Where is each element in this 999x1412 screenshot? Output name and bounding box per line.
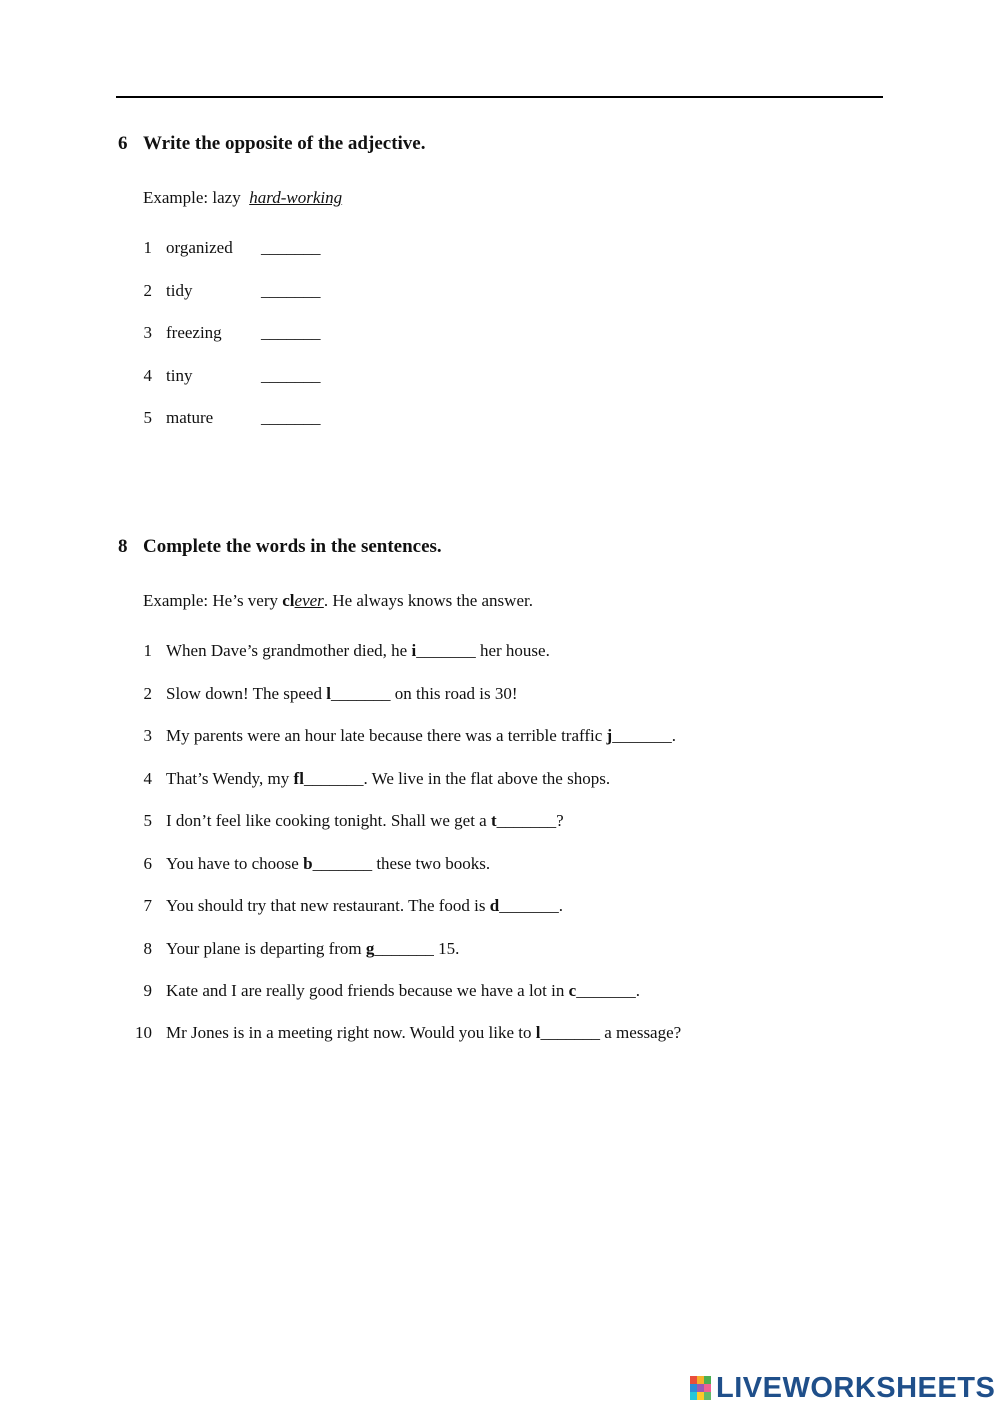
sentence-before: When Dave’s grandmother died, he <box>166 641 412 660</box>
item-number: 1 <box>143 238 152 257</box>
sentence <box>166 811 564 831</box>
sentence <box>166 769 610 789</box>
item-number: 5 <box>143 811 152 830</box>
item-number: 5 <box>143 408 152 427</box>
item-adjective: organized <box>166 238 233 257</box>
sentence-after: these two books. <box>372 854 491 873</box>
item-number: 6 <box>143 854 152 873</box>
sentence-item <box>0 981 999 1005</box>
section-8-example <box>143 591 533 611</box>
given-letters: g <box>365 939 375 958</box>
sentence-item <box>0 769 999 793</box>
answer-blank[interactable]: _______ <box>330 684 391 703</box>
example-answer: hard-working <box>249 188 343 207</box>
given-letters: l <box>535 1023 541 1042</box>
given-letters: b <box>303 854 313 873</box>
sentence-after: . <box>635 981 640 1000</box>
liveworksheets-logo <box>690 1373 995 1403</box>
sentence-item <box>0 726 999 750</box>
sentence-before: Slow down! The speed <box>166 684 327 703</box>
answer-blank[interactable]: _______ <box>261 366 321 385</box>
example-bold-letters: cl <box>282 591 295 610</box>
section-6-number: 6 <box>118 133 128 154</box>
logo-square <box>690 1392 697 1400</box>
answer-blank[interactable]: _______ <box>499 896 559 915</box>
sentence-item <box>0 641 999 665</box>
sentence-after: ? <box>556 811 564 830</box>
sentence-after: . <box>671 726 676 745</box>
list-item <box>0 323 999 347</box>
sentence-before: My parents were an hour late because there was a terrible traffic <box>166 726 607 745</box>
given-letters: j <box>606 726 613 745</box>
logo-square <box>697 1384 704 1392</box>
section-6-title: Write the opposite of the adjective. <box>143 133 426 154</box>
item-number: 4 <box>143 366 152 385</box>
logo-square <box>690 1376 697 1384</box>
item-adjective: freezing <box>166 323 222 342</box>
answer-blank[interactable]: _______ <box>303 769 364 788</box>
item-number: 7 <box>143 896 152 915</box>
sentence-item <box>0 684 999 708</box>
example-answer: ever <box>294 591 324 610</box>
answer-blank[interactable]: _______ <box>496 811 557 830</box>
logo-square <box>704 1384 711 1392</box>
answer-blank[interactable]: _______ <box>261 281 321 300</box>
given-letters: l <box>326 684 331 703</box>
liveworksheets-icon <box>690 1376 712 1400</box>
list-item <box>0 281 999 305</box>
logo-square <box>704 1376 711 1384</box>
given-letters: d <box>489 896 500 915</box>
sentence <box>166 896 563 916</box>
logo-square <box>690 1384 697 1392</box>
example-prefix: Example: He’s very <box>143 591 283 610</box>
sentence <box>166 684 518 704</box>
example-suffix: . He always knows the answer. <box>323 591 533 610</box>
sentence-before: Mr Jones is in a meeting right now. Would you like to <box>166 1023 536 1042</box>
list-item <box>0 408 999 432</box>
sentence-item <box>0 811 999 835</box>
sentence-item <box>0 854 999 878</box>
sentence <box>166 939 459 959</box>
item-adjective: tidy <box>166 281 193 300</box>
item-number: 4 <box>143 769 152 788</box>
sentence-before: Kate and I are really good friends because we have a lot in <box>166 981 569 1000</box>
sentence-after: . We live in the flat above the shops. <box>363 769 611 788</box>
answer-blank[interactable]: _______ <box>261 238 321 257</box>
sentence-before: You should try that new restaurant. The food is <box>166 896 490 915</box>
answer-blank[interactable]: _______ <box>261 408 321 427</box>
item-number: 10 <box>135 1023 152 1042</box>
item-number: 3 <box>143 323 152 342</box>
sentence-after: on this road is 30! <box>390 684 518 703</box>
sentence-after: . <box>558 896 563 915</box>
answer-blank[interactable]: _______ <box>576 981 636 1000</box>
answer-blank[interactable]: _______ <box>261 323 321 342</box>
section-6-heading <box>118 133 425 155</box>
sentence <box>166 726 676 746</box>
answer-blank[interactable]: _______ <box>374 939 434 958</box>
logo-square <box>697 1392 704 1400</box>
sentence-item <box>0 939 999 963</box>
answer-blank[interactable]: _______ <box>540 1023 601 1042</box>
given-letters: t <box>490 811 497 830</box>
top-rule <box>116 96 883 98</box>
sentence-item <box>0 896 999 920</box>
given-letters: i <box>411 641 417 660</box>
section-8-number: 8 <box>118 536 128 557</box>
answer-blank[interactable]: _______ <box>416 641 476 660</box>
item-number: 2 <box>143 281 152 300</box>
item-adjective: mature <box>166 408 214 427</box>
item-number: 9 <box>143 981 152 1000</box>
sentence-after: her house. <box>475 641 550 660</box>
item-number: 2 <box>143 684 152 703</box>
answer-blank[interactable]: _______ <box>312 854 373 873</box>
item-number: 8 <box>143 939 152 958</box>
sentence <box>166 641 550 661</box>
given-letters: fl <box>293 769 304 788</box>
section-6-example <box>143 188 342 208</box>
logo-square <box>697 1376 704 1384</box>
logo-text: LIVEWORKSHEETS <box>716 1371 996 1404</box>
answer-blank[interactable]: _______ <box>612 726 672 745</box>
item-adjective: tiny <box>166 366 193 385</box>
list-item <box>0 238 999 262</box>
sentence-before: Your plane is departing from <box>166 939 366 958</box>
example-prefix: Example: lazy <box>143 188 241 207</box>
sentence <box>166 981 640 1001</box>
item-number: 1 <box>143 641 152 660</box>
sentence-before: I don’t feel like cooking tonight. Shall we get a <box>166 811 491 830</box>
list-item <box>0 366 999 390</box>
sentence <box>166 854 490 874</box>
sentence-item <box>0 1023 999 1047</box>
section-8-heading <box>118 536 442 558</box>
sentence <box>166 1023 681 1043</box>
given-letters: c <box>568 981 577 1000</box>
section-8-title: Complete the words in the sentences. <box>143 536 442 557</box>
sentence-after: a message? <box>600 1023 682 1042</box>
sentence-after: 15. <box>433 939 460 958</box>
item-number: 3 <box>143 726 152 745</box>
sentence-before: That’s Wendy, my <box>166 769 294 788</box>
sentence-before: You have to choose <box>166 854 304 873</box>
logo-square <box>704 1392 711 1400</box>
